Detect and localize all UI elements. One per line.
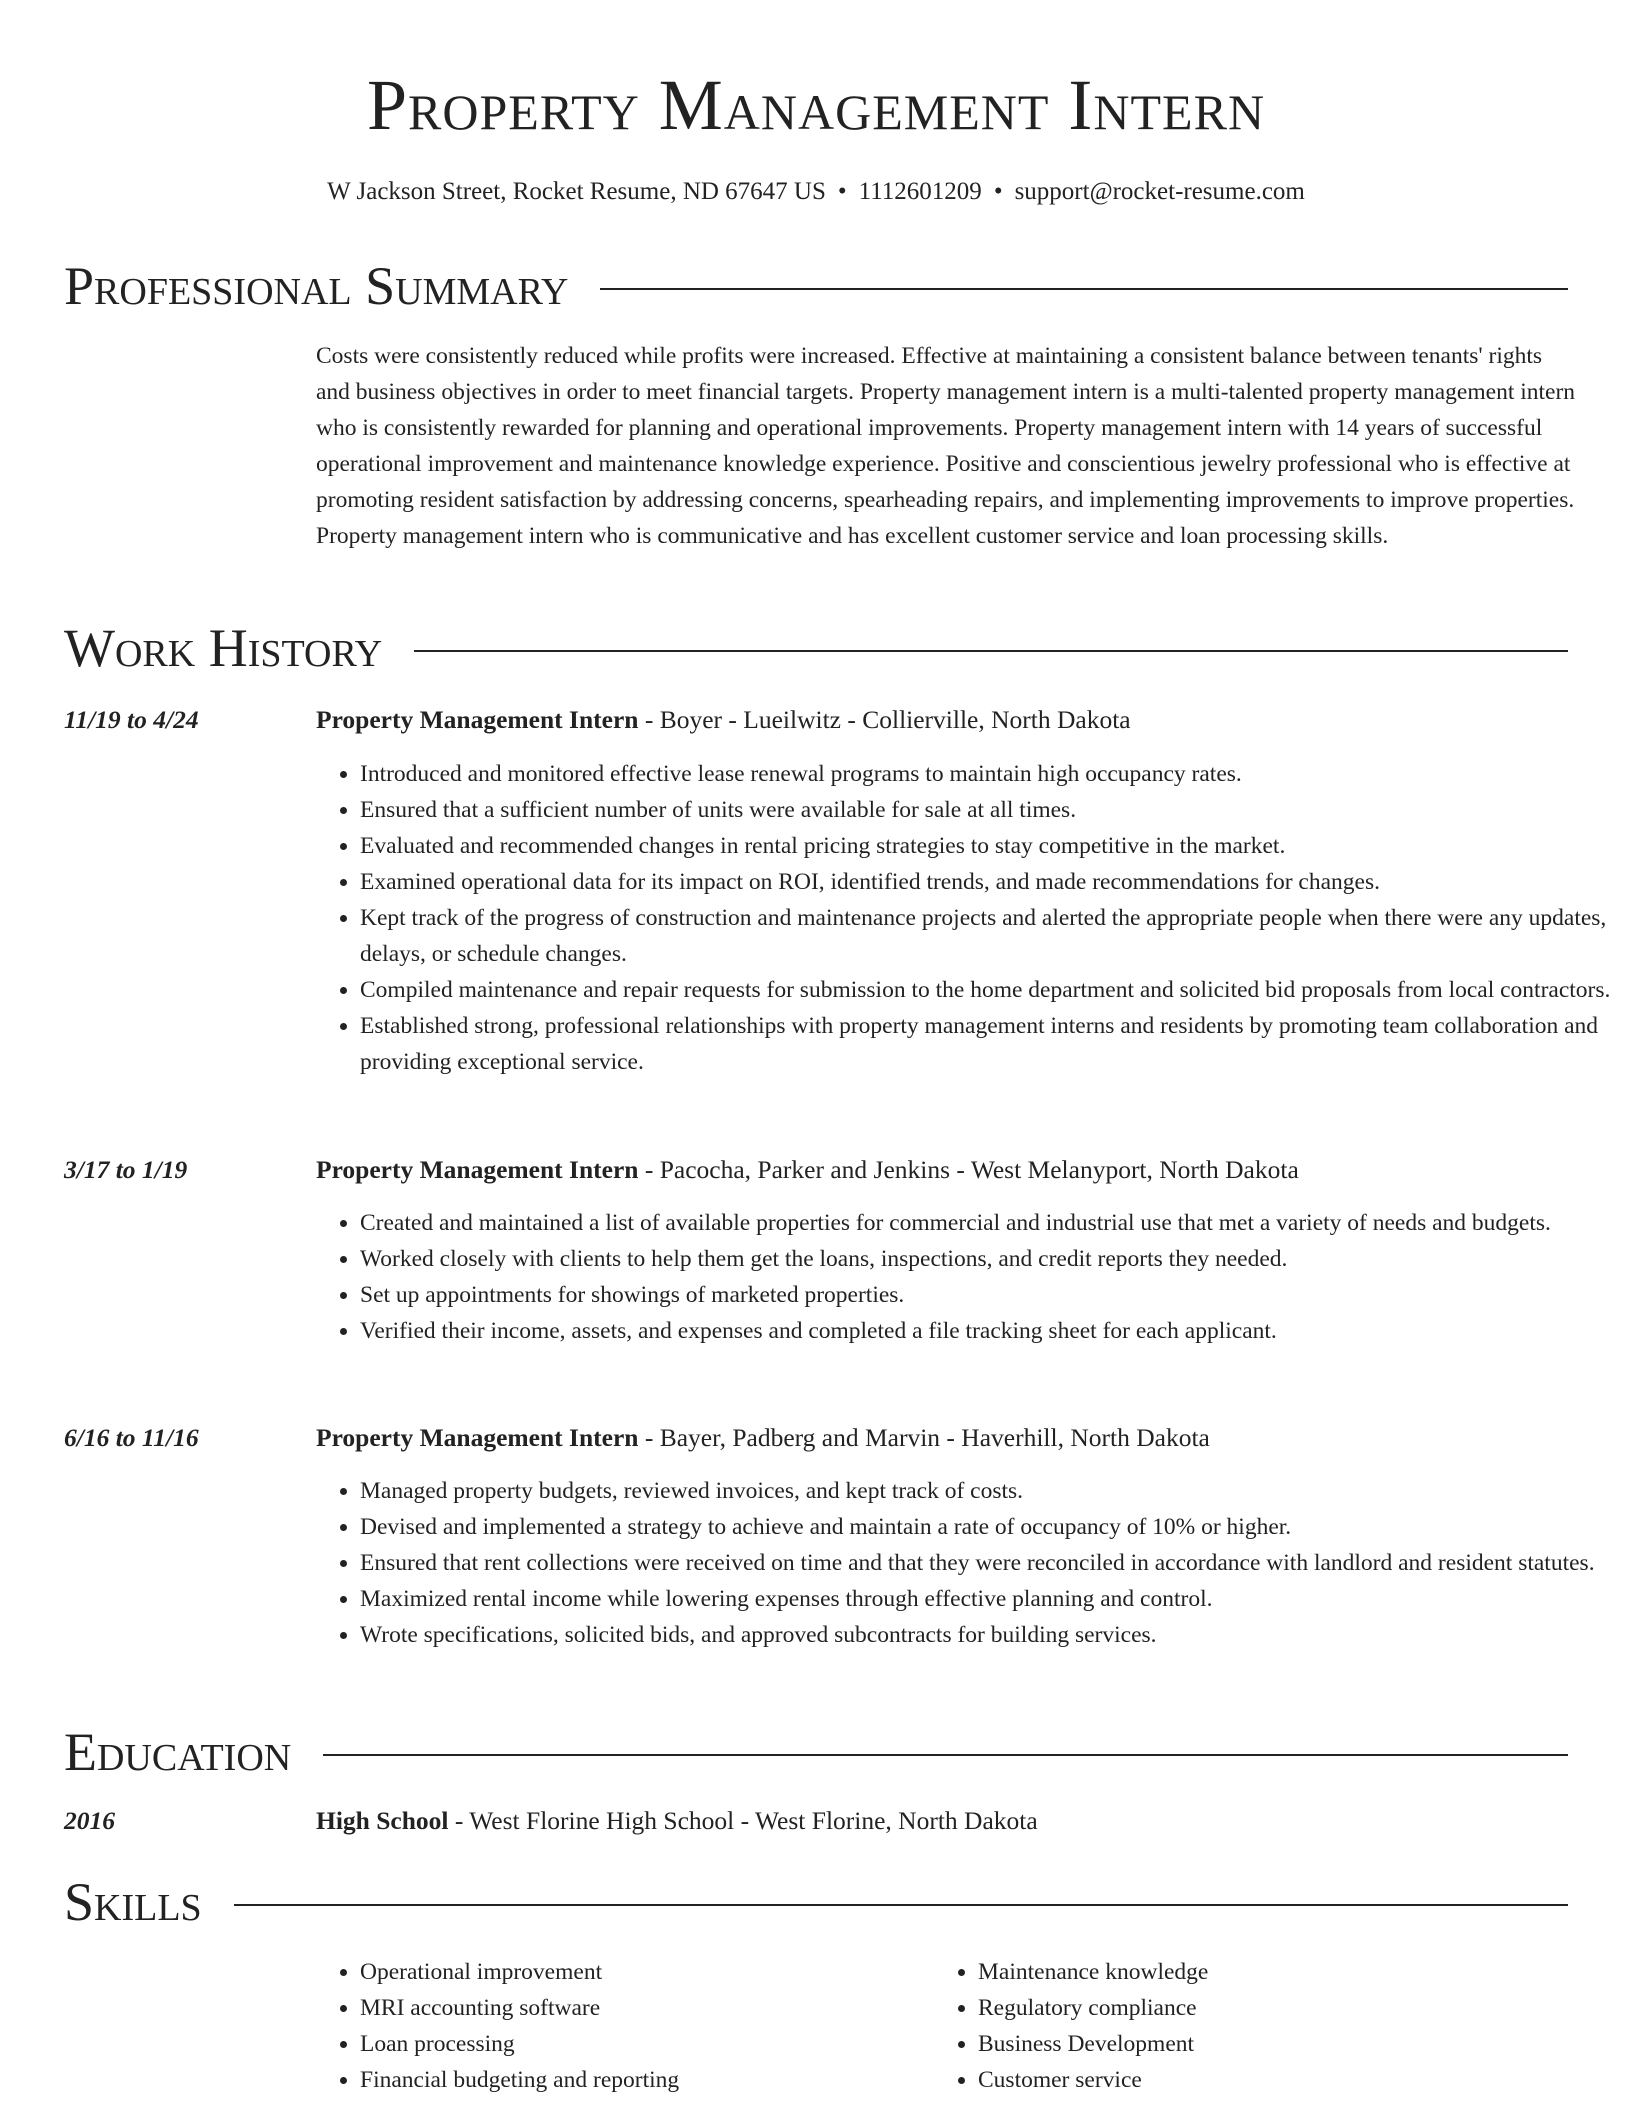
job-header — [64, 1421, 1568, 1455]
section-divider — [234, 1904, 1568, 1906]
skills-list-right — [934, 1954, 1538, 2098]
section-divider — [600, 288, 1568, 290]
skill-item: • Maintenance knowledge — [978, 1954, 1538, 1990]
skill-item: • Regulatory compliance — [978, 1990, 1538, 2026]
contact-line — [0, 176, 1632, 208]
job-title: Property Management Intern — [316, 1423, 639, 1452]
list-item: • Maximized rental income while lowering expenses through effective planning and control. — [360, 1581, 1622, 1617]
job-dates: 11/19 to 4/24 — [64, 705, 199, 734]
skill-item: • Loan processing — [360, 2026, 920, 2062]
list-item: • Devised and implemented a strategy to achieve and maintain a rate of occupancy of 10% or higher. — [360, 1509, 1622, 1545]
skill-item: • Customer service — [978, 2062, 1538, 2098]
list-item: • Ensured that rent collections were received on time and that they were reconciled in accordance with landlord and resident statutes. — [360, 1545, 1622, 1581]
job-header — [64, 1153, 1568, 1187]
job-title: Property Management Intern — [316, 705, 639, 734]
job-details: - Boyer - Lueilwitz - Collierville, North Dakota — [638, 705, 1131, 734]
work-section-title: Work History — [64, 618, 383, 678]
contact-phone: 1112601209 — [858, 178, 982, 205]
list-item: • Introduced and monitored effective lease renewal programs to maintain high occupancy rates. — [360, 756, 1622, 792]
job-bullet-list — [316, 1205, 1622, 1349]
skills-section-title: Skills — [64, 1872, 202, 1932]
skill-item: • Business Development — [978, 2026, 1538, 2062]
job-dates: 3/17 to 1/19 — [64, 1155, 188, 1184]
list-item: • Examined operational data for its impact on ROI, identified trends, and made recommendations for changes. — [360, 864, 1622, 900]
list-item: • Kept track of the progress of construction and maintenance projects and alerted the appropriate people when there were any updates, delays, or schedule changes. — [360, 900, 1622, 972]
job-details: - Pacocha, Parker and Jenkins - West Melanyport, North Dakota — [638, 1155, 1299, 1184]
education-details: - West Florine High School - West Florine, North Dakota — [448, 1806, 1038, 1835]
list-item: • Worked closely with clients to help them get the loans, inspections, and credit reports they needed. — [360, 1241, 1622, 1277]
education-degree: High School — [316, 1806, 449, 1835]
skills-section-header — [64, 1872, 1568, 1932]
job-title: Property Management Intern — [316, 1155, 639, 1184]
list-item: • Evaluated and recommended changes in rental pricing strategies to stay competitive in the market. — [360, 828, 1622, 864]
job-info — [316, 1153, 1568, 1187]
list-item: • Set up appointments for showings of marketed properties. — [360, 1277, 1622, 1313]
list-item: • Created and maintained a list of available properties for commercial and industrial use that met a variety of needs and budgets. — [360, 1205, 1622, 1241]
section-divider — [323, 1754, 1568, 1756]
list-item: • Managed property budgets, reviewed invoices, and kept track of costs. — [360, 1473, 1622, 1509]
skill-item: • MRI accounting software — [360, 1990, 920, 2026]
job-details: - Bayer, Padberg and Marvin - Haverhill, North Dakota — [638, 1423, 1210, 1452]
list-item: • Compiled maintenance and repair requests for submission to the home department and solicited bid proposals from local contractors. — [360, 972, 1622, 1008]
list-item: • Ensured that a sufficient number of units were available for sale at all times. — [360, 792, 1622, 828]
list-item: • Established strong, professional relationships with property management interns and residents by promoting team collaboration and providing exceptional service. — [360, 1008, 1622, 1080]
job-header — [64, 703, 1568, 737]
job-bullet-list — [316, 1473, 1622, 1653]
list-item: • Verified their income, assets, and expenses and completed a file tracking sheet for each applicant. — [360, 1313, 1622, 1349]
education-entry — [64, 1804, 1568, 1838]
contact-separator: • — [837, 178, 847, 205]
job-info — [316, 1421, 1568, 1455]
candidate-name: Property Management Intern — [366, 65, 1266, 145]
job-dates: 6/16 to 11/16 — [64, 1423, 199, 1452]
summary-text: Costs were consistently reduced while profits were increased. Effective at maintaining a consistent balance between tenants' rights and business objectives in order to meet financial targets. Property management intern is a multi-talented property management intern who is consistently rewarded for planning and operational improvements. Property management intern with 14 years of successful operational improvement and maintenance knowledge experience. Positive and conscientious jewelry professional who is effective at promoting resident satisfaction by addressing concerns, spearheading repairs, and implementing improvements to improve properties. Property management intern who is communicative and has excellent customer service and loan processing skills. — [316, 343, 1576, 549]
work-section-header — [64, 618, 1568, 678]
contact-email[interactable]: support@rocket-resume.com — [1014, 178, 1305, 205]
list-item: • Wrote specifications, solicited bids, and approved subcontracts for building services. — [360, 1617, 1622, 1653]
job-info — [316, 703, 1568, 737]
contact-address: W Jackson Street, Rocket Resume, ND 67647 US — [327, 178, 826, 205]
job-bullet-list — [316, 756, 1622, 1080]
skill-item: • Financial budgeting and reporting — [360, 2062, 920, 2098]
contact-separator: • — [993, 178, 1003, 205]
education-section-title: Education — [64, 1722, 292, 1782]
section-divider — [414, 650, 1568, 652]
education-year: 2016 — [64, 1806, 115, 1835]
summary-section-header — [64, 256, 1568, 316]
skill-item: • Operational improvement — [360, 1954, 920, 1990]
skills-list-left — [316, 1954, 920, 2098]
education-section-header — [64, 1722, 1568, 1782]
summary-section-title: Professional Summary — [64, 256, 569, 316]
education-info — [316, 1804, 1568, 1838]
